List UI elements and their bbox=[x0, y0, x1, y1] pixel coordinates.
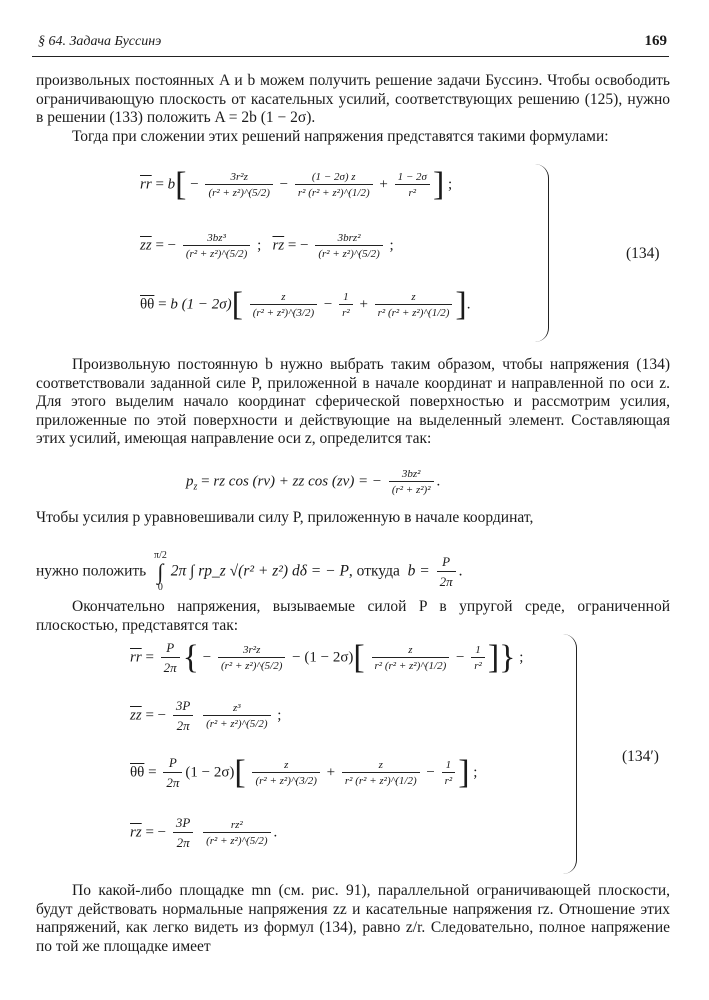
running-header bbox=[32, 30, 669, 57]
paragraph-3: Произвольную постоянную b нужно выбрать таким образом, чтобы напряжения (134) соответствовали заданной силе P, приложенной в начале координат и направленной по оси z. Для этого выделим начало координат сферической поверхностью и рассмотрим усилия, приложенные по этой поверхности и действующие на выделенный элемент. Составляющая этих усилий, имеющая направление оси z, определится так: bbox=[36, 356, 670, 447]
equation-number-134p: (134′) bbox=[622, 748, 659, 765]
eq-theta-final: $\overline{\theta\theta}$ = $\frac{P}{2\pi}$ (1 − 2σ)[ $\frac{z}{\text{(r² + z²)\textasciicircum{}(3/2)}}$ + $\frac{z}{\text{r² (r² + z²)\textasciicircum{}(1/2)}}$ − $\frac{1}{\text{r²}}$ ] ; bbox=[130, 754, 478, 791]
right-brace-134 bbox=[534, 164, 549, 342]
eq-rr-final: $\overline{rr}$ = $\frac{P}{2\pi}$ { − $\frac{\text{3r²z}}{\text{(r² + z²)\textasciicircum{}(5/2)}}$ − (1 − 2σ)[ $\frac{z}{\text{r² (r² + z²)\textasciicircum{}(1/2)}}$ − $\frac{1}{\text{r²}}$ ]} ; bbox=[130, 639, 524, 676]
eq-zz-rz: $\overline{zz}$ = − $\frac{\text{3bz³}}{\text{(r² + z²)\textasciicircum{}(5/2)}}$ ; $\overline{rz}$ = − 3brz² (r² + z²)^(5/2) ; bbox=[140, 232, 394, 260]
paragraph-7: По какой-либо площадке mn (см. рис. 91), параллельной ограничивающей плоскости, будут действовать нормальные напряжения zz и касательные напряжения rz. Отношение этих напряжений, как легко видеть из формул (134), равно z/r. Следовательно, полное напряжение по той же площадке имеет bbox=[36, 882, 670, 955]
paragraph-4: Чтобы усилия p уравновешивали силу P, приложенную в начале координат, bbox=[36, 509, 534, 526]
equation-number-134: (134) bbox=[626, 245, 660, 262]
eq-rr: $\overline{rr} = b$[ − $\frac{\text{3r²z}}{\text{(r² + z²)\textasciicircum{}(5/2)}}$ − $\frac{(1 - 2\sigma) z}{\text{r² (r² + z²)\textasciicircum{}(1/2)}}$ + $\frac{1 - 2\sigma}{\text{r²}}$ ] ; bbox=[140, 166, 453, 203]
page-number: 169 bbox=[644, 33, 667, 49]
paragraph-1: произвольных постоянных A и b можем получить решение задачи Буссинэ. Чтобы освободить ограничивающую плоскость от касательных усилий, соответствующих решению (125), нужно в решении (133) положить A = 2b (1 − 2σ). bbox=[36, 72, 670, 126]
eq-rz-final: $\overline{rz}$ = − $\frac{3P}{2\pi}$ $\frac{\text{rz²}}{\text{(r² + z²)\textasciicircum{}(5/2)}}$ . bbox=[130, 815, 278, 850]
eq-pz: $p_z$ = rz cos (rν) + zz cos (zν) = − $\frac{\text{3bz²}}{\text{(r² + z²)²}}$ . bbox=[186, 468, 441, 496]
eq-integral: нужно положить π/2 ∫ 0 2π ∫ rp_z √(r² + z²) dδ = − P, откуда b = $\frac{P}{2\pi}$ . bbox=[36, 550, 463, 593]
section-title: § 64. Задача Буссинэ bbox=[38, 34, 162, 49]
right-brace-134p bbox=[562, 634, 577, 874]
paragraph-6: Окончательно напряжения, вызываемые силой P в упругой среде, ограниченной плоскостью, представятся так: bbox=[36, 598, 670, 634]
eq-zz-final: $\overline{zz}$ = − $\frac{3P}{2\pi}$ $\frac{\text{z³}}{\text{(r² + z²)\textasciicircum{}(5/2)}}$ ; bbox=[130, 698, 282, 733]
paragraph-2: Тогда при сложении этих решений напряжения представятся такими формулами: bbox=[72, 128, 609, 145]
eq-theta: $\overline{\theta\theta} = b$ (1 − 2σ)[ $\frac{z}{\text{(r² + z²)\textasciicircum{}(3/2)}}$ − $\frac{1}{\text{r²}}$ + $\frac{z}{\text{r² (r² + z²)\textasciicircum{}(1/2)}}$ ]. bbox=[140, 286, 471, 323]
